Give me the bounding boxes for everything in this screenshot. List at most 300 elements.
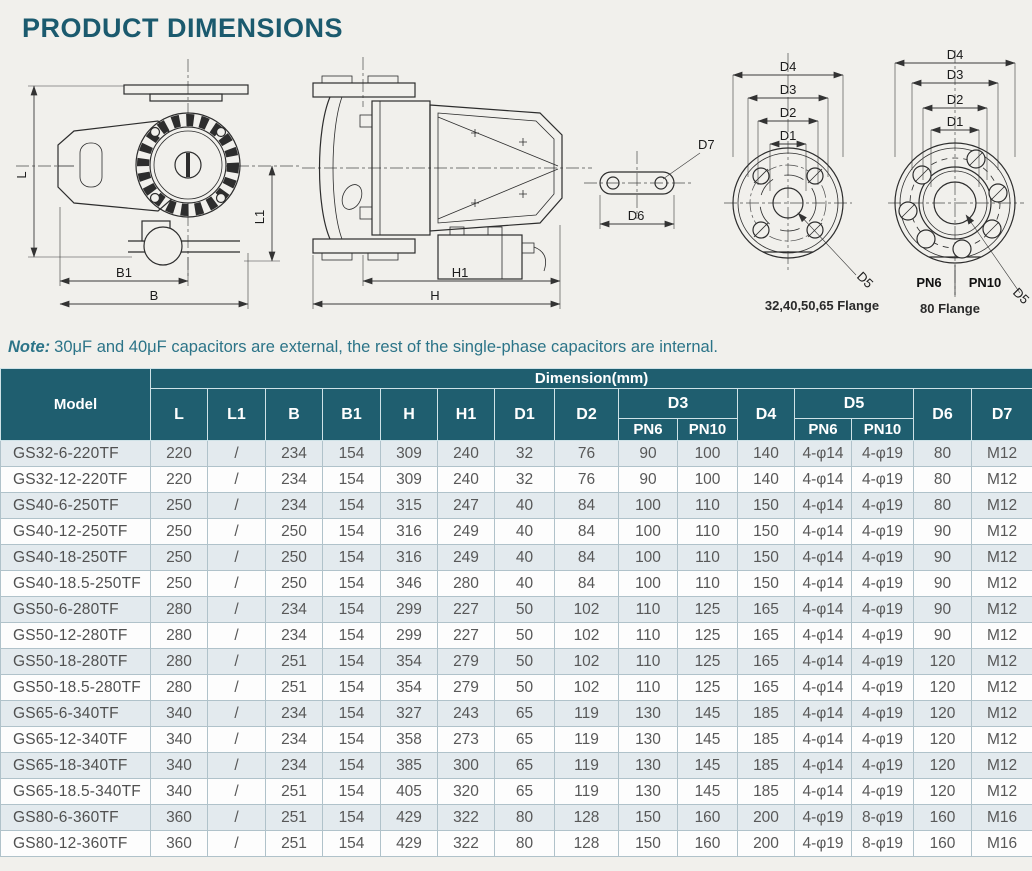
value-cell: 280 [151,649,208,675]
value-cell: 340 [151,727,208,753]
value-cell: 102 [555,623,619,649]
value-cell: 130 [619,727,678,753]
value-cell: 154 [323,831,381,857]
value-cell: 100 [678,441,738,467]
value-cell: 90 [914,545,972,571]
value-cell: 234 [266,753,323,779]
value-cell: 102 [555,649,619,675]
value-cell: / [208,493,266,519]
value-cell: 154 [323,571,381,597]
value-cell: 130 [619,701,678,727]
value-cell: 251 [266,675,323,701]
value-cell: 4-φ19 [795,805,852,831]
value-cell: 119 [555,701,619,727]
value-cell: 154 [323,493,381,519]
col-header-l1: L1 [208,389,266,441]
table-row [1,441,1032,467]
value-cell: / [208,831,266,857]
value-cell: 4-φ14 [795,467,852,493]
pn10-label: PN10 [968,275,1002,290]
value-cell: / [208,467,266,493]
value-cell: 40 [495,545,555,571]
value-cell: 340 [151,701,208,727]
value-cell: 154 [323,519,381,545]
value-cell: / [208,597,266,623]
value-cell: 309 [381,441,438,467]
value-cell: 4-φ14 [795,545,852,571]
value-cell: 160 [678,831,738,857]
table-row [1,649,1032,675]
value-cell: 4-φ19 [852,493,914,519]
dim-label-d2-small: D2 [779,105,797,120]
value-cell: 358 [381,727,438,753]
model-cell: GS80-6-360TF [1,805,151,831]
value-cell: 249 [438,545,495,571]
value-cell: 4-φ14 [795,597,852,623]
value-cell: 154 [323,649,381,675]
value-cell: 250 [151,493,208,519]
technical-drawings [0,45,1032,337]
value-cell: 4-φ19 [852,441,914,467]
value-cell: M12 [972,701,1032,727]
col-header-d2: D2 [555,389,619,441]
value-cell: 120 [914,649,972,675]
value-cell: 154 [323,623,381,649]
value-cell: 90 [914,519,972,545]
value-cell: 125 [678,675,738,701]
value-cell: 150 [738,545,795,571]
value-cell: 102 [555,597,619,623]
value-cell: 165 [738,649,795,675]
table-row [1,493,1032,519]
table-row [1,805,1032,831]
value-cell: 160 [678,805,738,831]
value-cell: 110 [678,519,738,545]
value-cell: 100 [619,571,678,597]
value-cell: 234 [266,441,323,467]
value-cell: 4-φ19 [852,467,914,493]
value-cell: 250 [266,545,323,571]
table-row [1,571,1032,597]
model-cell: GS65-12-340TF [1,727,151,753]
pump-front-view-drawing [14,59,302,309]
value-cell: 80 [914,441,972,467]
value-cell: 429 [381,805,438,831]
value-cell: 80 [914,467,972,493]
value-cell: 346 [381,571,438,597]
col-header-b1: B1 [323,389,381,441]
model-cell: GS65-6-340TF [1,701,151,727]
col-header-d7: D7 [972,389,1032,441]
value-cell: 145 [678,727,738,753]
value-cell: 4-φ14 [795,649,852,675]
value-cell: 280 [438,571,495,597]
model-cell: GS32-12-220TF [1,467,151,493]
value-cell: 84 [555,493,619,519]
dim-label-l1: L1 [252,209,267,225]
value-cell: 130 [619,753,678,779]
value-cell: 80 [495,805,555,831]
value-cell: 4-φ14 [795,779,852,805]
value-cell: / [208,779,266,805]
value-cell: 316 [381,519,438,545]
table-row [1,623,1032,649]
value-cell: M16 [972,805,1032,831]
value-cell: 120 [914,727,972,753]
value-cell: / [208,727,266,753]
table-row [1,701,1032,727]
value-cell: M12 [972,519,1032,545]
value-cell: 250 [266,519,323,545]
value-cell: 405 [381,779,438,805]
value-cell: 220 [151,467,208,493]
model-cell: GS50-6-280TF [1,597,151,623]
value-cell: 251 [266,779,323,805]
col-header-d4: D4 [738,389,795,441]
value-cell: 165 [738,623,795,649]
value-cell: 145 [678,701,738,727]
value-cell: 154 [323,597,381,623]
value-cell: 84 [555,571,619,597]
drawings-svg [0,45,1032,337]
value-cell: 4-φ19 [795,831,852,857]
value-cell: 165 [738,675,795,701]
table-row [1,675,1032,701]
value-cell: 243 [438,701,495,727]
col-header-d5: D5 [795,389,914,419]
value-cell: 154 [323,467,381,493]
value-cell: 50 [495,649,555,675]
model-cell: GS80-12-360TF [1,831,151,857]
value-cell: 234 [266,623,323,649]
value-cell: 280 [151,623,208,649]
col-header-d6: D6 [914,389,972,441]
value-cell: 4-φ19 [852,571,914,597]
model-cell: GS32-6-220TF [1,441,151,467]
value-cell: 250 [151,571,208,597]
oval-flange-drawing [584,137,715,229]
dimension-group-header: Dimension(mm) [151,369,1032,389]
value-cell: M12 [972,779,1032,805]
value-cell: 4-φ19 [852,519,914,545]
value-cell: 120 [914,701,972,727]
dim-label-b1: B1 [116,265,132,280]
value-cell: 227 [438,623,495,649]
value-cell: 140 [738,441,795,467]
dim-label-d3-large: D3 [946,67,964,82]
value-cell: 32 [495,441,555,467]
dim-label-d5-small: D5 [854,268,877,291]
value-cell: 327 [381,701,438,727]
value-cell: 360 [151,805,208,831]
value-cell: 200 [738,831,795,857]
value-cell: 354 [381,675,438,701]
value-cell: 110 [678,493,738,519]
value-cell: 185 [738,701,795,727]
dim-label-h: H [430,288,440,303]
col-header-d3-pn6: PN6 [619,419,678,441]
value-cell: 200 [738,805,795,831]
flange-large-drawing [888,47,1032,316]
col-header-h1: H1 [438,389,495,441]
value-cell: 240 [438,441,495,467]
value-cell: M12 [972,467,1032,493]
model-cell: GS65-18.5-340TF [1,779,151,805]
flange-small-drawing [724,53,879,313]
col-header-h: H [381,389,438,441]
value-cell: 250 [266,571,323,597]
value-cell: 125 [678,597,738,623]
value-cell: 50 [495,675,555,701]
dim-label-d1-small: D1 [779,128,797,143]
value-cell: M12 [972,597,1032,623]
value-cell: 322 [438,805,495,831]
value-cell: 340 [151,753,208,779]
value-cell: 65 [495,727,555,753]
col-header-d5-pn6: PN6 [795,419,852,441]
pn6-label: PN6 [916,275,942,290]
value-cell: 340 [151,779,208,805]
value-cell: 110 [619,597,678,623]
value-cell: 90 [619,441,678,467]
value-cell: / [208,675,266,701]
value-cell: 150 [619,805,678,831]
value-cell: 385 [381,753,438,779]
value-cell: M12 [972,493,1032,519]
value-cell: 4-φ19 [852,701,914,727]
value-cell: 150 [738,493,795,519]
model-cell: GS40-6-250TF [1,493,151,519]
col-header-d3-pn10: PN10 [678,419,738,441]
value-cell: 154 [323,805,381,831]
value-cell: 273 [438,727,495,753]
value-cell: 120 [914,675,972,701]
table-body [1,441,1032,857]
value-cell: 251 [266,649,323,675]
value-cell: 76 [555,441,619,467]
flange-small-caption: 32,40,50,65 Flange [764,298,880,313]
value-cell: 130 [619,779,678,805]
value-cell: 280 [151,597,208,623]
value-cell: 299 [381,623,438,649]
value-cell: M12 [972,441,1032,467]
dim-label-d1-large: D1 [946,114,964,129]
note-prefix: Note: [8,338,51,356]
value-cell: 50 [495,623,555,649]
value-cell: 247 [438,493,495,519]
value-cell: 227 [438,597,495,623]
value-cell: / [208,649,266,675]
value-cell: 120 [914,753,972,779]
value-cell: 8-φ19 [852,831,914,857]
value-cell: M12 [972,649,1032,675]
value-cell: 315 [381,493,438,519]
value-cell: 125 [678,623,738,649]
value-cell: 76 [555,467,619,493]
value-cell: 145 [678,779,738,805]
value-cell: 84 [555,519,619,545]
dim-label-d7: D7 [698,137,715,152]
value-cell: 220 [151,441,208,467]
model-cell: GS40-18.5-250TF [1,571,151,597]
model-cell: GS65-18-340TF [1,753,151,779]
value-cell: 84 [555,545,619,571]
value-cell: 309 [381,467,438,493]
value-cell: 234 [266,597,323,623]
dimension-table [0,368,1032,857]
value-cell: 154 [323,753,381,779]
value-cell: M12 [972,727,1032,753]
note-line [8,338,718,357]
value-cell: 251 [266,805,323,831]
value-cell: / [208,571,266,597]
value-cell: 80 [914,493,972,519]
value-cell: M16 [972,831,1032,857]
value-cell: / [208,701,266,727]
value-cell: M12 [972,675,1032,701]
value-cell: 110 [678,545,738,571]
table-row [1,753,1032,779]
value-cell: 4-φ19 [852,545,914,571]
col-header-d3: D3 [619,389,738,419]
dim-label-d3-small: D3 [779,82,797,97]
value-cell: 65 [495,701,555,727]
value-cell: 279 [438,649,495,675]
value-cell: / [208,753,266,779]
dim-label-d4-large: D4 [946,47,964,62]
value-cell: 145 [678,753,738,779]
table-row [1,727,1032,753]
value-cell: 128 [555,805,619,831]
value-cell: 110 [619,623,678,649]
value-cell: / [208,623,266,649]
col-header-d5-pn10: PN10 [852,419,914,441]
note-text: 30μF and 40μF capacitors are external, the rest of the single-phase capacitors are internal. [54,338,718,356]
value-cell: / [208,805,266,831]
value-cell: 251 [266,831,323,857]
value-cell: 65 [495,779,555,805]
value-cell: 234 [266,467,323,493]
table-header [1,369,1032,441]
dim-label-d6: D6 [627,208,645,223]
col-header-l: L [151,389,208,441]
value-cell: 110 [619,675,678,701]
value-cell: 154 [323,545,381,571]
col-header-b: B [266,389,323,441]
value-cell: 4-φ14 [795,571,852,597]
value-cell: 100 [619,545,678,571]
value-cell: 90 [914,571,972,597]
value-cell: 360 [151,831,208,857]
model-cell: GS50-12-280TF [1,623,151,649]
value-cell: 8-φ19 [852,805,914,831]
value-cell: 119 [555,753,619,779]
value-cell: 110 [678,571,738,597]
value-cell: 80 [495,831,555,857]
page-title: PRODUCT DIMENSIONS [22,13,344,43]
value-cell: 4-φ19 [852,727,914,753]
value-cell: 40 [495,493,555,519]
model-cell: GS40-18-250TF [1,545,151,571]
value-cell: 119 [555,727,619,753]
table-row [1,831,1032,857]
flange-large-caption: 80 Flange [920,301,980,316]
value-cell: 154 [323,701,381,727]
model-cell: GS40-12-250TF [1,519,151,545]
value-cell: 322 [438,831,495,857]
value-cell: 4-φ14 [795,675,852,701]
value-cell: 354 [381,649,438,675]
table-row [1,545,1032,571]
value-cell: 4-φ19 [852,779,914,805]
value-cell: 279 [438,675,495,701]
value-cell: 249 [438,519,495,545]
dim-label-d2-large: D2 [946,92,964,107]
value-cell: 154 [323,727,381,753]
value-cell: M12 [972,623,1032,649]
value-cell: 154 [323,441,381,467]
value-cell: 4-φ14 [795,493,852,519]
value-cell: 234 [266,701,323,727]
value-cell: 299 [381,597,438,623]
value-cell: 4-φ14 [795,623,852,649]
value-cell: 300 [438,753,495,779]
value-cell: 50 [495,597,555,623]
value-cell: 4-φ19 [852,675,914,701]
value-cell: 40 [495,571,555,597]
value-cell: / [208,441,266,467]
table-row [1,779,1032,805]
value-cell: 160 [914,831,972,857]
dim-label-d4-small: D4 [779,59,797,74]
value-cell: 250 [151,519,208,545]
value-cell: 4-φ14 [795,441,852,467]
value-cell: 32 [495,467,555,493]
value-cell: 250 [151,545,208,571]
value-cell: 185 [738,779,795,805]
dim-label-h1: H1 [451,265,469,280]
model-cell: GS50-18.5-280TF [1,675,151,701]
value-cell: 4-φ19 [852,753,914,779]
value-cell: 128 [555,831,619,857]
value-cell: 100 [619,493,678,519]
value-cell: M12 [972,753,1032,779]
value-cell: 90 [619,467,678,493]
value-cell: 160 [914,805,972,831]
value-cell: 320 [438,779,495,805]
value-cell: 154 [323,779,381,805]
value-cell: / [208,545,266,571]
value-cell: 125 [678,649,738,675]
value-cell: 4-φ19 [852,649,914,675]
value-cell: 120 [914,779,972,805]
value-cell: 4-φ14 [795,727,852,753]
value-cell: 90 [914,623,972,649]
dim-label-l: L [14,171,29,179]
value-cell: 316 [381,545,438,571]
value-cell: 90 [914,597,972,623]
table-row [1,597,1032,623]
value-cell: 154 [323,675,381,701]
value-cell: 185 [738,727,795,753]
value-cell: 4-φ19 [852,623,914,649]
value-cell: 150 [619,831,678,857]
value-cell: / [208,519,266,545]
value-cell: 100 [678,467,738,493]
value-cell: 234 [266,493,323,519]
value-cell: 165 [738,597,795,623]
value-cell: 102 [555,675,619,701]
